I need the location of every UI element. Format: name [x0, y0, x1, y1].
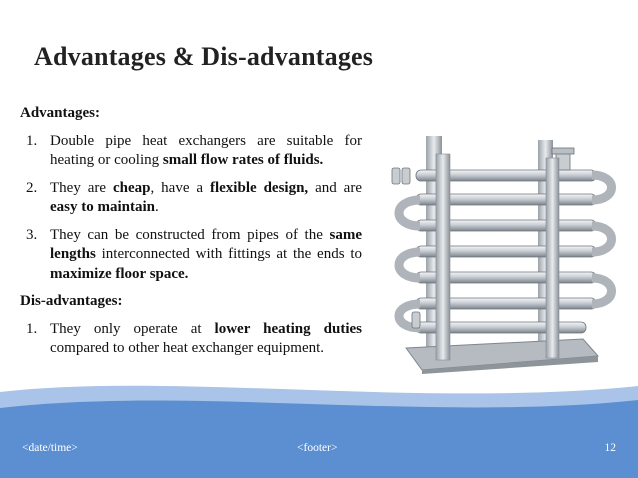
emphasis-text: easy to maintain: [50, 199, 155, 215]
heat-exchanger-photo: [378, 134, 622, 374]
emphasis-text: maximize floor space.: [50, 265, 189, 282]
disadvantages-list: [20, 320, 362, 359]
advantages-list: [20, 132, 362, 285]
list-number: 2.: [26, 179, 38, 196]
body-text: They only operate at: [50, 320, 215, 337]
emphasis-text: same lengths: [50, 226, 362, 262]
list-number: 1.: [26, 132, 38, 149]
advantages-item: [20, 179, 362, 218]
advantages-item: [20, 132, 362, 171]
emphasis-text: small flow rates of fluids.: [162, 152, 324, 168]
footer-text: <footer>: [297, 442, 338, 454]
body-text: and are: [308, 179, 362, 196]
advantages-item: [20, 226, 362, 285]
emphasis-text: lower heating duties: [214, 320, 362, 337]
emphasis-text: flexible design,: [209, 179, 309, 196]
body-text: Double pipe heat exchangers are suitable for heating or cooling: [50, 132, 362, 168]
body-text: They are: [50, 179, 113, 196]
body-text: interconnected with fittings at the ends to: [95, 246, 362, 262]
footer-wave: [0, 378, 638, 478]
list-number: 1.: [26, 320, 38, 337]
list-number: 3.: [26, 226, 38, 243]
disadvantages-item: [20, 320, 362, 359]
slide-title: Advantages & Dis-advantages: [34, 42, 374, 71]
advantages-heading: Advantages:: [20, 105, 101, 121]
body-text: compared to other heat exchanger equipment.: [50, 340, 325, 356]
emphasis-text: cheap: [112, 179, 151, 196]
disadvantages-heading: Dis-advantages:: [20, 293, 123, 309]
body-text: They can be constructed from pipes of the: [50, 226, 330, 243]
page-number: 12: [604, 442, 616, 454]
body-text: .: [155, 199, 159, 215]
footer-date: <date/time>: [22, 442, 78, 454]
body-text: , have a: [150, 179, 210, 196]
slide-body: [20, 104, 362, 367]
